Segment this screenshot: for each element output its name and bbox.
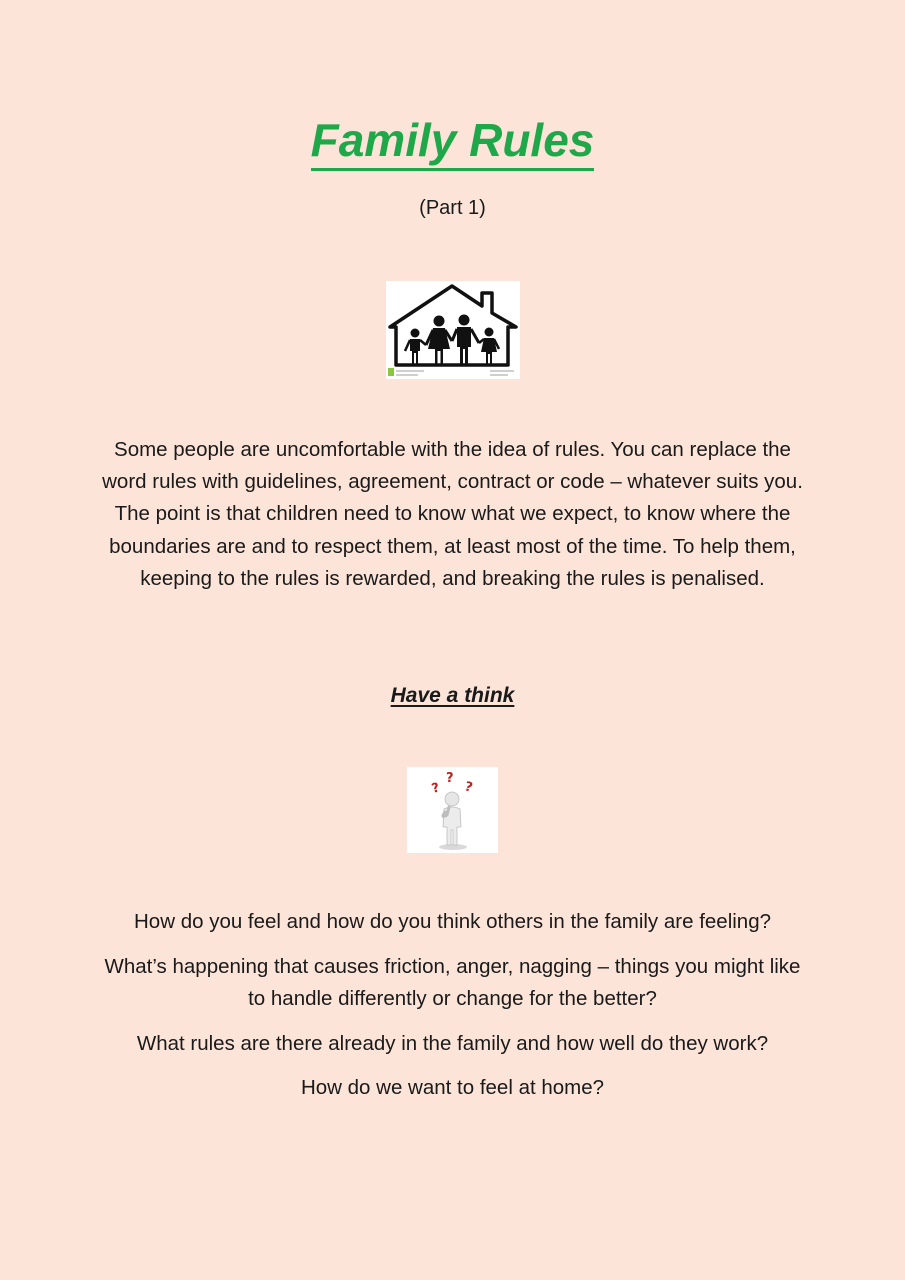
question-item: How do you feel and how do you think others in the family are feeling?	[133, 910, 772, 933]
svg-text:?: ?	[462, 779, 475, 796]
question-item: What rules are there already in the family and how well do they work?	[136, 1031, 769, 1055]
page-title	[0, 112, 905, 171]
page-title-text: Family Rules	[311, 112, 595, 171]
page-subtitle: (Part 1)	[419, 197, 486, 219]
svg-text:?: ?	[446, 771, 454, 786]
question-item: What’s happening that causes friction, anger, nagging – things you might like to handle differently or change for the better?	[104, 954, 801, 1010]
section-heading	[0, 684, 905, 708]
question-item: How do we want to feel at home?	[300, 1076, 605, 1099]
family-house-icon	[386, 281, 520, 379]
intro-paragraph: Some people are uncomfortable with the idea of rules. You can replace the word rules with guidelines, agreement, contract or code – whatever suits you. The point is that children need to know what we expect, to know where the boundaries are and to respect them, at least most of the time. To help them, keeping to the rules is rewarded, and breaking the rules is penalised.	[102, 438, 803, 590]
reflection-questions	[95, 906, 810, 1117]
svg-text:?: ?	[430, 780, 442, 797]
section-heading-text: Have a think	[390, 684, 515, 707]
thinking-person-icon	[407, 767, 498, 853]
